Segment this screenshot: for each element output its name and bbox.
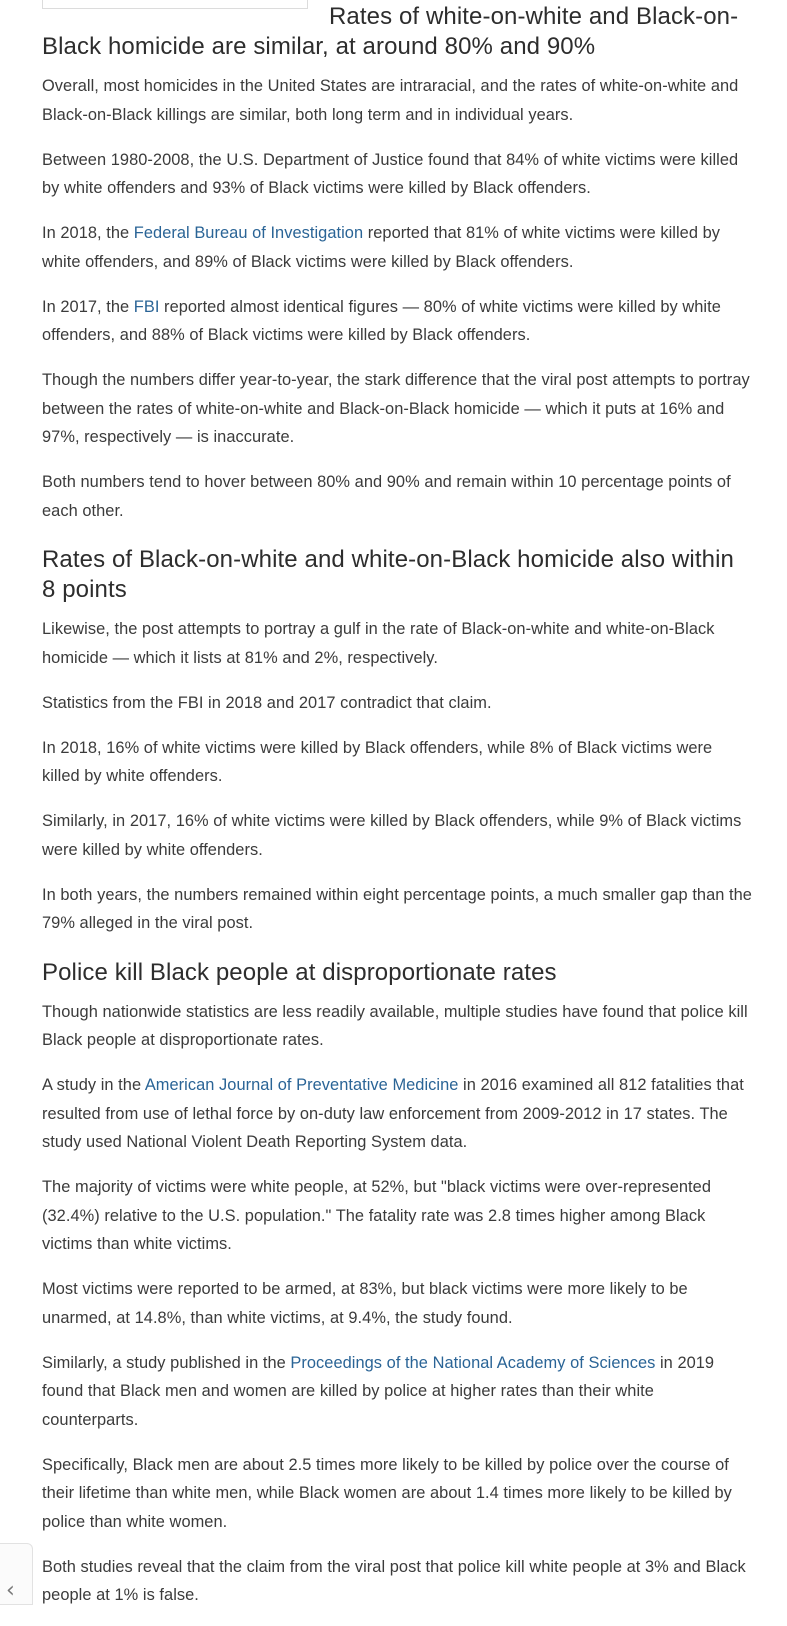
text-run: in 2016 examined all 812 fatalities that resulted from use of lethal force by on-duty law enforcement from 2009-2012 in 17 states. The study used National Violent Death Reporting System data.	[42, 1076, 744, 1151]
paragraph	[42, 1553, 752, 1610]
paragraph	[42, 734, 752, 791]
chevron-left-icon: ‹	[6, 1578, 15, 1603]
inline-link[interactable]: American Journal of Preventative Medicine	[144, 1076, 459, 1094]
text-run: Though nationwide statistics are less readily available, multiple studies have found that police kill Black people at disproportionate rates.	[42, 1002, 748, 1049]
text-run: reported that 81% of white victims were killed by white offenders, and 89% of Black victims were killed by Black offenders.	[42, 224, 721, 271]
section-heading: Rates of white-on-white and Black-on-Black homicide are similar, at around 80% and 90%	[42, 3, 739, 60]
text-run: Both numbers tend to hover between 80% and 90% and remain within 10 percentage points of each other.	[42, 473, 731, 520]
paragraph	[42, 72, 752, 129]
text-run: A study in the	[42, 1076, 145, 1094]
text-run: Similarly, in 2017, 16% of white victims were killed by Black offenders, while 9% of Black victims were killed by white offenders.	[42, 812, 742, 859]
paragraph	[42, 219, 752, 276]
paragraph	[42, 293, 752, 350]
section-heading: Police kill Black people at disproportionate rates	[42, 958, 557, 986]
text-run: Both studies reveal that the claim from the viral post that police kill white people at 3% and Black people at 1% is false.	[42, 1557, 746, 1604]
paragraph	[42, 468, 752, 525]
text-run: reported almost identical figures — 80% of white victims were killed by white offenders, and 88% of Black victims were killed by Black offenders.	[42, 297, 721, 344]
text-run: Likewise, the post attempts to portray a gulf in the rate of Black-on-white and white-on-Black homicide — which it lists at 81% and 2%, respectively.	[42, 620, 715, 667]
text-run: In 2018, 16% of white victims were killed by Black offenders, while 8% of Black victims were killed by white offenders.	[42, 738, 713, 785]
text-run: Though the numbers differ year-to-year, the stark difference that the viral post attempts to portray between the rates of white-on-white and Black-on-Black homicide — which it puts at 16% and 97%, respectively — is inaccurate.	[42, 371, 750, 446]
text-run: Similarly, a study published in the	[42, 1353, 291, 1372]
paragraph	[42, 1349, 752, 1435]
paragraph	[42, 1071, 752, 1157]
text-run: Overall, most homicides in the United States are intraracial, and the rates of white-on-white and Black-on-Black killings are similar, both long term and in individual years.	[42, 77, 739, 124]
paragraph	[42, 146, 752, 203]
text-run: In 2018, the	[42, 224, 134, 242]
paragraph	[42, 1451, 752, 1537]
text-run: in 2019 found that Black men and women are killed by police at higher rates than their white counterparts.	[42, 1353, 715, 1429]
inline-link[interactable]: FBI	[133, 297, 160, 316]
paragraph	[42, 1275, 752, 1332]
text-run: Statistics from the FBI in 2018 and 2017 contradict that claim.	[42, 693, 492, 712]
section-heading: Rates of Black-on-white and white-on-Black homicide also within 8 points	[42, 546, 734, 603]
text-run: Between 1980-2008, the U.S. Department of Justice found that 84% of white victims were killed by white offenders and 93% of Black victims were killed by Black offenders.	[42, 150, 739, 197]
text-run: Most victims were reported to be armed, at 83%, but black victims were more likely to be unarmed, at 14.8%, than white victims, at 9.4%, the study found.	[42, 1280, 688, 1327]
inline-link[interactable]: Proceedings of the National Academy of Sciences	[290, 1353, 656, 1372]
text-run: The majority of victims were white people, at 52%, but "black victims were over-represented (32.4%) relative to the U.S. population." The fatality rate was 2.8 times higher among Black victims than white victims.	[42, 1178, 711, 1253]
text-run: In both years, the numbers remained within eight percentage points, a much smaller gap than the 79% alleged in the viral post.	[42, 885, 752, 932]
paragraph	[42, 689, 752, 718]
paragraph	[42, 998, 752, 1055]
article-body	[42, 0, 752, 1626]
text-run: In 2017, the	[42, 297, 134, 316]
paragraph	[42, 881, 752, 938]
inline-link[interactable]: Federal Bureau of Investigation	[133, 224, 364, 242]
paragraph	[42, 1173, 752, 1259]
paragraph	[42, 366, 752, 452]
back-button[interactable]	[0, 1543, 33, 1605]
paragraph	[42, 615, 752, 672]
text-run: Specifically, Black men are about 2.5 times more likely to be killed by police over the course of their lifetime than white men, while Black women are about 1.4 times more likely to be killed by police than white women.	[42, 1455, 732, 1531]
paragraph	[42, 807, 752, 864]
